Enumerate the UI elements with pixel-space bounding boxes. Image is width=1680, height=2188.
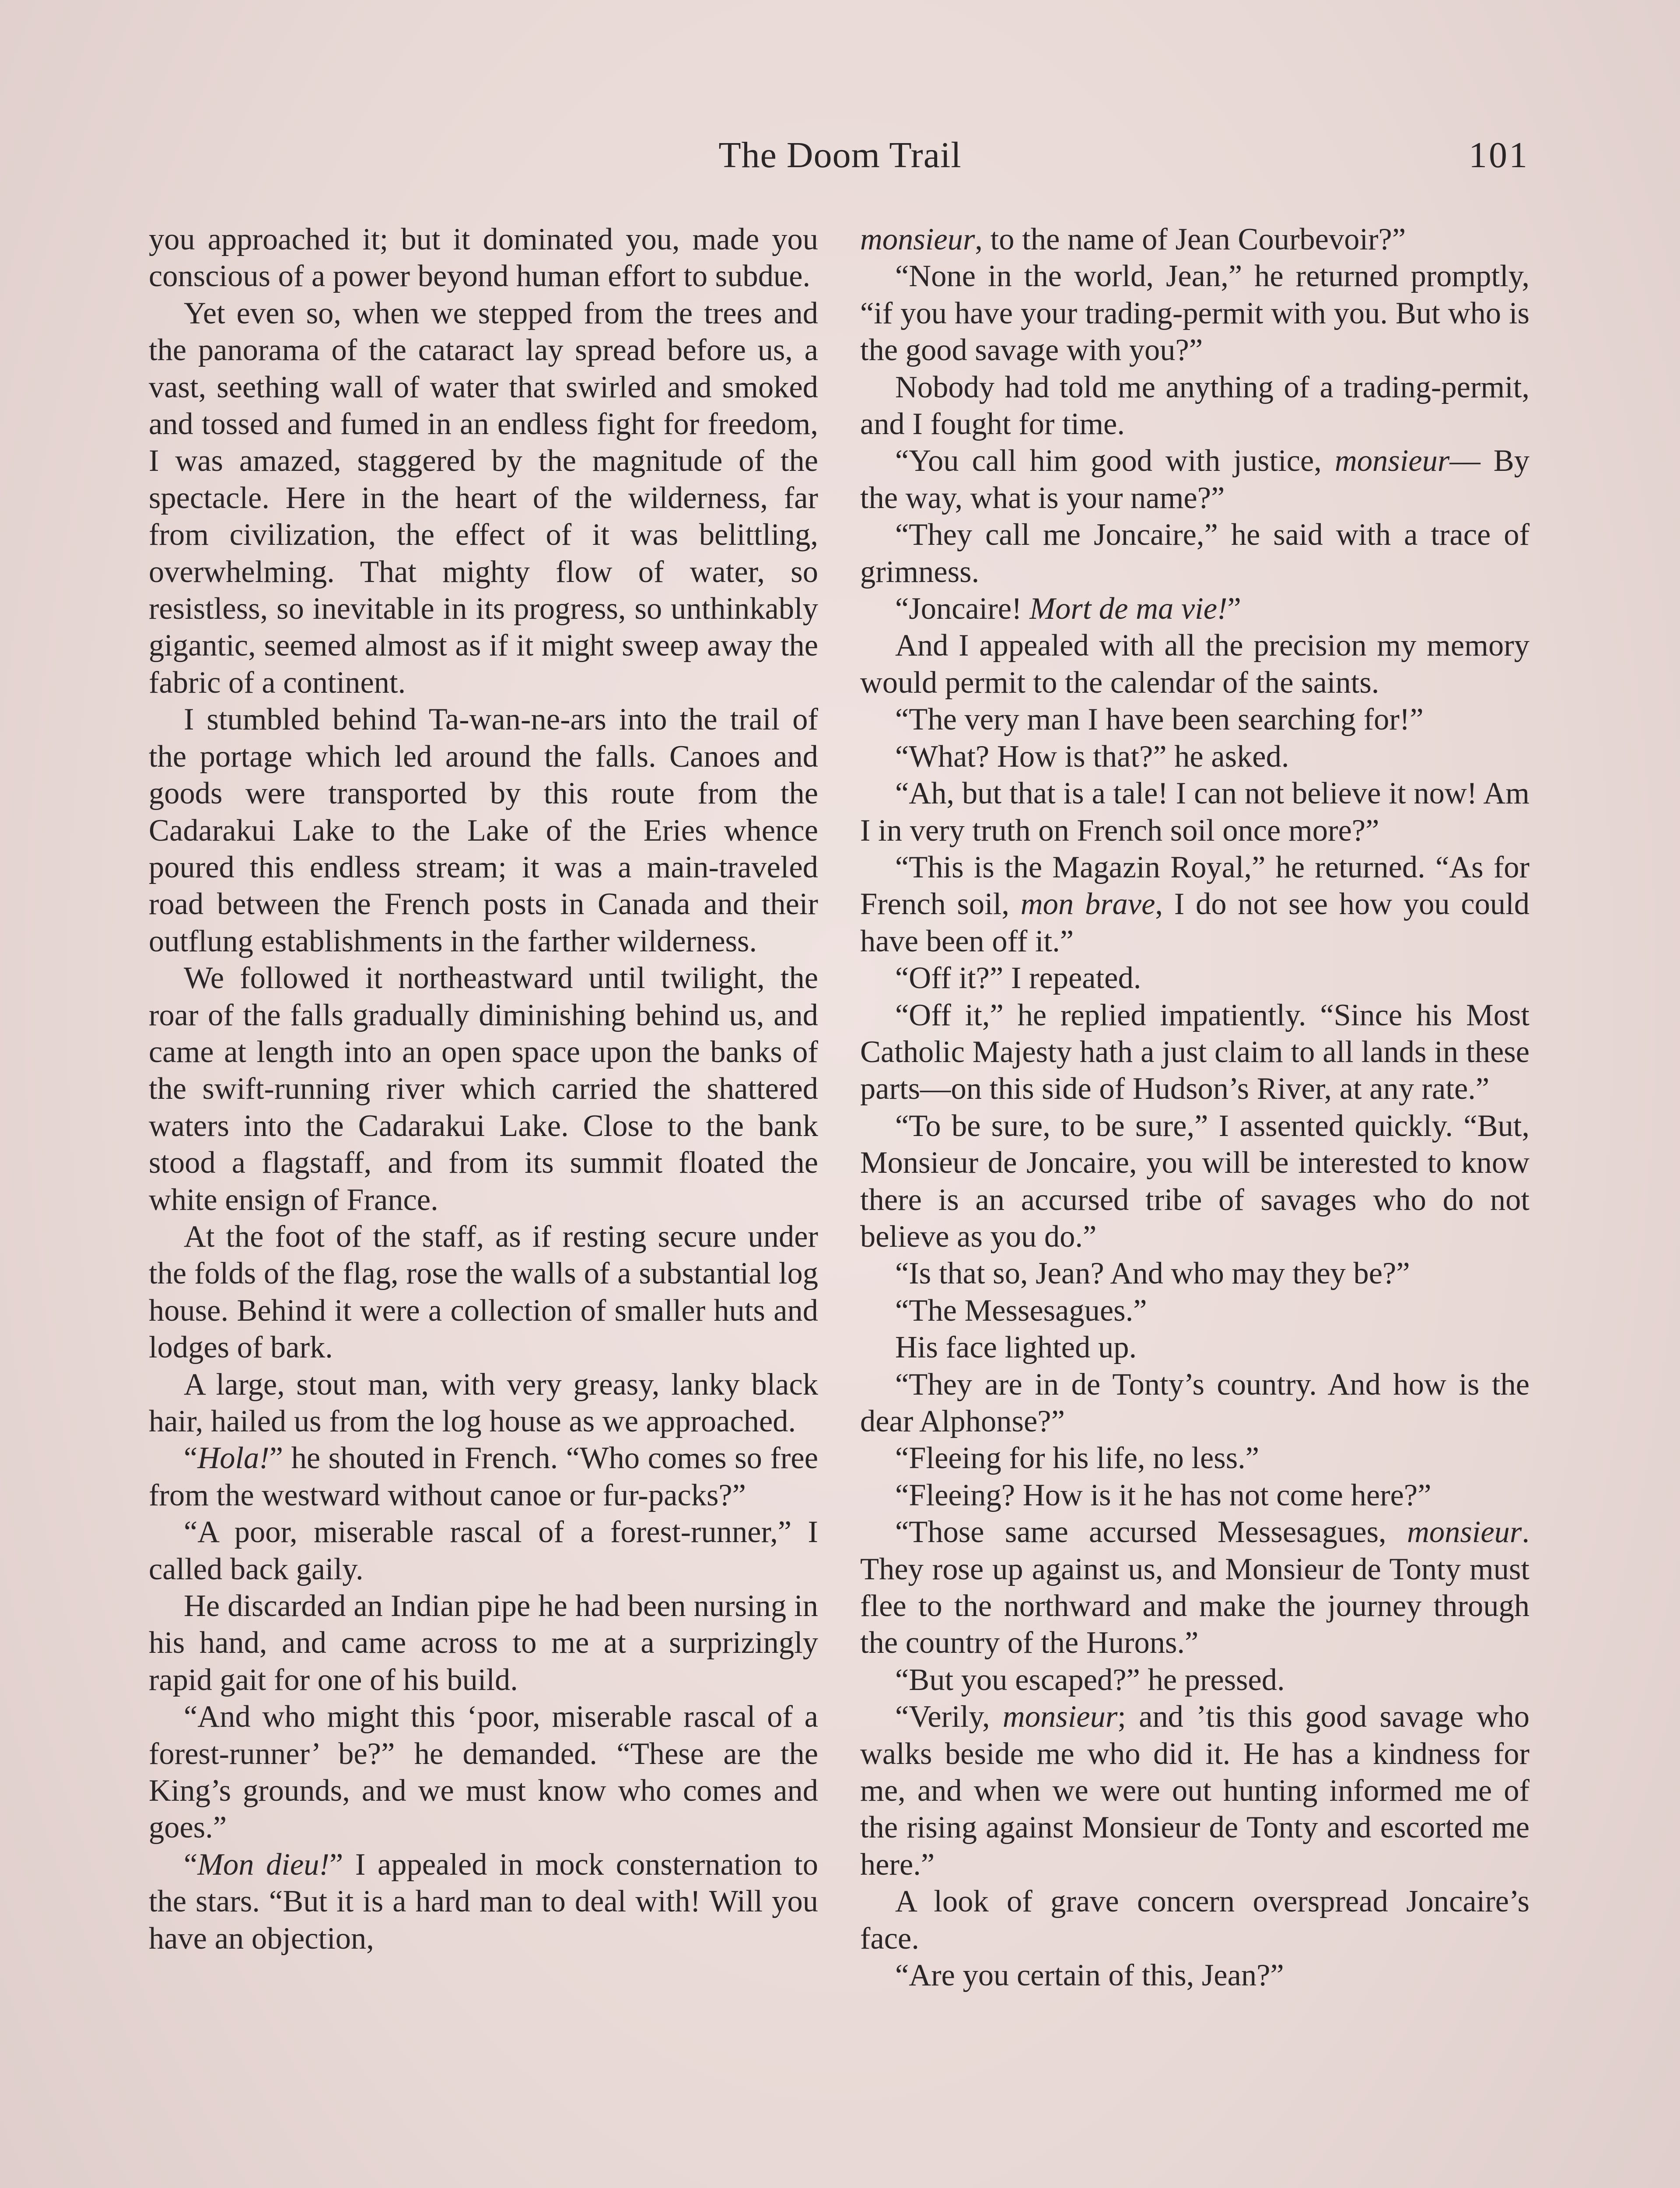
paragraph: “None in the world, Jean,” he returned promptly, “if you have your trading-permit with you. But who is the good savage with you?” [860, 259, 1530, 368]
paragraph: “Fleeing? How is it he has not come here?” [895, 1478, 1432, 1512]
paragraph: At the foot of the staff, as if resting secure under the folds of the flag, rose the walls of a substantial log house. Behind it were a collection of smaller huts and lodges of bark. [149, 1219, 818, 1365]
paragraph: “Mon dieu!” I appealed in mock consternation to the stars. “But it is a hard man to deal with! Will you have an objection, [149, 1847, 818, 1956]
page-number: 101 [1469, 135, 1529, 175]
paragraph: “Verily, monsieur; and ’tis this good savage who walks beside me who did it. He has a kindness for me, and when we were out hunting informed me of the rising against Monsieur de Tonty and escorted me here.” [860, 1700, 1530, 1882]
paragraph: Yet even so, when we stepped from the trees and the panorama of the cataract lay spread before us, a vast, seething wall of water that swirled and smoked and tossed and fumed in an endless fight for freedom, I was amazed, staggered by the magnitude of the spectacle. Here in the heart of the wilderness, far from civilization, the effect of it was belittling, overwhelming. That mighty flow of water, so resistless, so inevitable in its progress, so unthinkably gigantic, seemed almost as if it might sweep away the fabric of a continent. [149, 296, 818, 700]
paragraph: “Is that so, Jean? And who may they be?” [895, 1256, 1410, 1291]
paragraph: “Hola!” he shouted in French. “Who comes so free from the westward without canoe or fur-packs?” [149, 1441, 818, 1512]
running-head [0, 129, 1680, 182]
paragraph: Nobody had told me anything of a trading-permit, and I fought for time. [860, 370, 1530, 442]
paragraph: “The very man I have been searching for!” [895, 702, 1424, 737]
paragraph: “They are in de Tonty’s country. And how is the dear Alphonse?” [860, 1367, 1530, 1438]
paragraph: “Off it?” I repeated. [895, 961, 1141, 996]
right-column [860, 221, 1530, 1994]
paragraph: “This is the Magazin Royal,” he returned. “As for French soil, mon brave, I do not see how you could have been off it.” [860, 850, 1530, 958]
paragraph: I stumbled behind Ta-wan-ne-ars into the trail of the portage which led around the falls. Canoes and goods were transported by this route from the Cadarakui Lake to the Lake of the Eries whence poured this endless stream; it was a main-traveled road between the French posts in Canada and their outflung establishments in the farther wilderness. [149, 702, 818, 958]
paragraph: “A poor, miserable rascal of a forest-runner,” I called back gaily. [149, 1515, 818, 1586]
paragraph: A large, stout man, with very greasy, lanky black hair, hailed us from the log house as we approached. [149, 1367, 818, 1438]
paragraph: you approached it; but it dominated you, made you conscious of a power beyond human effort to subdue. [149, 222, 818, 294]
paragraph: “What? How is that?” he asked. [895, 739, 1289, 774]
paragraph: “And who might this ‘poor, miserable rascal of a forest-runner’ be?” he demanded. “These are the King’s grounds, and we must know who comes and goes.” [149, 1700, 818, 1845]
paragraph: “Off it,” he replied impatiently. “Since his Most Catholic Majesty hath a just claim to all lands in these parts—on this side of Hudson’s River, at any rate.” [860, 998, 1530, 1106]
paragraph: “But you escaped?” he pressed. [895, 1662, 1285, 1697]
paragraph: “You call him good with justice, monsieur— By the way, what is your name?” [860, 444, 1530, 515]
paragraph: “The Messesagues.” [895, 1293, 1147, 1328]
paragraph: “Joncaire! Mort de ma vie!” [895, 592, 1241, 626]
paragraph: “Those same accursed Messesagues, monsieur. They rose up against us, and Monsieur de Tonty must flee to the northward and make the journey through the country of the Hurons.” [860, 1515, 1530, 1660]
running-title: The Doom Trail [718, 135, 962, 175]
paragraph: “Ah, but that is a tale! I can not believe it now! Am I in very truth on French soil once more?” [860, 776, 1530, 848]
paragraph: “Fleeing for his life, no less.” [895, 1441, 1260, 1476]
left-column [149, 221, 818, 1957]
paragraph: “To be sure, to be sure,” I assented quickly. “But, Monsieur de Joncaire, you will be interested to know there is an accursed tribe of savages who do not believe as you do.” [860, 1108, 1530, 1254]
paragraph: His face lighted up. [895, 1330, 1137, 1365]
paragraph: “They call me Joncaire,” he said with a trace of grimness. [860, 518, 1530, 589]
paragraph: He discarded an Indian pipe he had been nursing in his hand, and came across to me at a surprizingly rapid gait for one of his build. [149, 1589, 818, 1697]
paragraph: A look of grave concern overspread Joncaire’s face. [860, 1884, 1530, 1956]
paragraph: And I appealed with all the precision my memory would permit to the calendar of the saints. [860, 628, 1530, 700]
paragraph: “Are you certain of this, Jean?” [895, 1958, 1284, 1993]
paragraph: We followed it northeastward until twilight, the roar of the falls gradually diminishing behind us, and came at length into an open space upon the banks of the swift-running river which carried the shattered waters into the Cadarakui Lake. Close to the bank stood a flagstaff, and from its summit floated the white ensign of France. [149, 961, 818, 1217]
paragraph: monsieur, to the name of Jean Courbevoir?” [860, 222, 1406, 256]
